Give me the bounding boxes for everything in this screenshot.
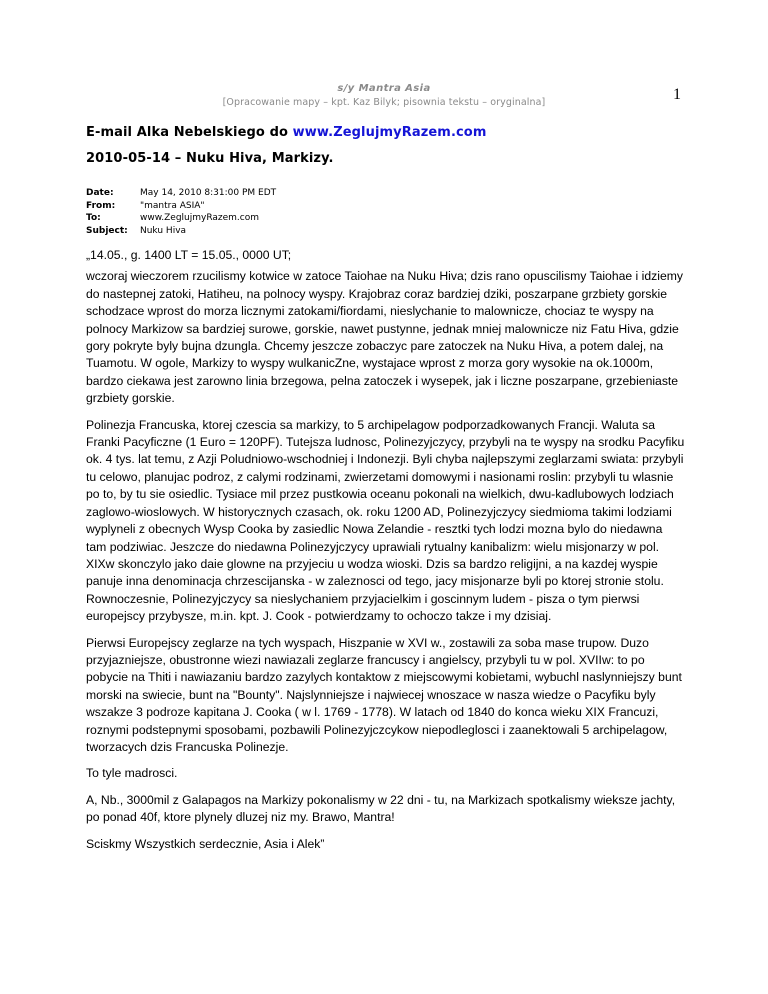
meta-to-label: To: xyxy=(86,213,101,224)
page-number: 1 xyxy=(673,86,681,103)
email-heading-prefix: E-mail Alka Nebelskiego do xyxy=(86,125,293,140)
body-paragraph: To tyle madrosci. xyxy=(86,766,178,781)
meta-subject-label: Subject: xyxy=(86,225,128,236)
meta-row-to xyxy=(86,212,276,225)
meta-to-value: www.ZeglujmyRazem.com xyxy=(140,213,260,224)
email-heading xyxy=(86,125,486,140)
running-header-title: s/y Mantra Asia xyxy=(337,83,431,94)
email-meta-block xyxy=(86,187,276,237)
body-paragraph: wczoraj wieczorem rzucilismy kotwice w zatoce Taiohae na Nuku Hiva; dzis rano opuscilismy Taiohae i idziemy do nastepnej zatoki, Hatiheu, na polnocy wyspy. Krajobraz coraz bardziej dziki, poszarpane grzbiety gorskie schodzace wprost do morza licznymi zatokami/fiordami, nieslychanie to malownicze, chociaz te wyspy na polnocy Markizow sa bardziej surowe, gorskie, nawet pustynne, jednak mniej malownicze niz Fatu Hiva, gdzie gory pokryte byly bujna dzungla. Chcemy jeszcze zobaczyc pare zatoczek na Nuku Hiva, a potem dalej, na Tuamotu. W ogole, Markizy to wyspy wulkanicZne, wystajace wprost z morza gory wysokie na ok.1000m, bardzo ciekawa jest zarowno linia brzegowa, pelna zatoczek i wysepek, jak i liczne poszarpane, grzebieniaste grzbiety gorskie. xyxy=(86,269,683,406)
body-paragraph: A, Nb., 3000mil z Galapagos na Markizy pokonalismy w 22 dni - tu, na Markizach spotkalismy wieksze jachty, po ponad 40f, ktore plynely dluzej niz my. Brawo, Mantra! xyxy=(86,792,676,825)
meta-subject-value: Nuku Hiva xyxy=(140,225,187,236)
meta-from-label: From: xyxy=(86,200,116,211)
meta-date-label: Date: xyxy=(86,188,114,198)
meta-from-value: "mantra ASIA" xyxy=(140,200,205,211)
meta-row-date xyxy=(86,187,276,200)
date-location-heading: 2010-05-14 – Nuku Hiva, Markizy. xyxy=(86,151,334,166)
website-link[interactable]: www.ZeglujmyRazem.com xyxy=(292,125,487,140)
body-lead-line: „14.05., g. 1400 LT = 15.05., 0000 UT; xyxy=(86,248,292,262)
running-header-subtitle: [Opracowanie mapy – kpt. Kaz Bilyk; pisownia tekstu – oryginalna] xyxy=(222,97,546,108)
body-signoff: Sciskmy Wszystkich serdecznie, Asia i Alek” xyxy=(86,836,325,851)
body-paragraph: Polinezja Francuska, ktorej czescia sa markizy, to 5 archipelagow podporzadkowanych Francji. Waluta sa Franki Pacyficzne (1 Euro = 120PF). Tutejsza ludnosc, Polinezyjczycy, przybyli na te wyspy na srodku Pacyfiku ok. 4 tys. lat temu, z Azji Poludniowo-wschodniej i Indonezji. Byli chyba najlepszymi zeglarzami swiata: przybyli tu celowo, planujac podroz, z calymi rodzinami, zwierzetami domowymi i nasionami roslin: przybyli tu wlasnie po to, by tu sie osiedlic. Tysiace mil przez pustkowia oceanu pokonali na wielkich, dwu-kadlubowych lodziach zaglowo-wioslowych. W historycznych czasach, ok. roku 1200 AD, Polinezyjczycy siedmioma takimi lodziami wyplyneli z obecnych Wysp Cooka by zasiedlic Nowa Zelandie - resztki tych lodzi mozna bylo do niedawna tam podziwiac. Jeszcze do niedawna Polinezyjczycy uprawiali rytualny kanibalizm: wielu misjonarzy w pol. XIXw skonczylo jako daie glowne na przyjeciu u wodza wioski. Dzis sa bardzo religijni, a na kazdej wyspie panuje inna denominacja chrzescijanska - w zaleznosci od tego, jacy misjonarze byli po ktorej stronie stolu. Rownoczesnie, Polinezyjczycy sa nieslychaniem przyjacielkim i goscinnym ludem - pisza o tym pierwsi europejscy przybysze, m.in. kpt. J. Cook - potwierdzamy to ochoczo takze i my dzisiaj. xyxy=(86,417,685,624)
email-body xyxy=(86,247,686,862)
meta-row-subject xyxy=(86,225,276,238)
body-paragraph: Pierwsi Europejscy zeglarze na tych wyspach, Hiszpanie w XVI w., zostawili za soba mase trupow. Duzo przyjazniejsze, obustronne wiezi nawiazali zeglarze francuscy i angielscy, przybyli tu w pol. XVIIw: to po pobycie na Thiti i nawiazaniu bardzo zazylych kontaktow z miejscowymi kobietami, wybuchl naslynniejszy bunt morski na swiecie, bunt na "Bounty". Najslynniejsze i najwiecej wnoszace w nasza wiedze o Pacyfiku byly wszakze 3 podroze kapitana J. Cooka ( w l. 1769 - 1778). W latach od 1840 do konca wieku XIX Francuzi, roznymi podstepnymi sposobami, pozbawili Polinezyjczcykow niepodleglosci i zaanektowali 5 archipelagow, tworzacych dzis Francuska Polinezje. xyxy=(86,635,682,754)
meta-date-value: May 14, 2010 8:31:00 PM EDT xyxy=(140,188,277,198)
meta-row-from xyxy=(86,200,276,213)
